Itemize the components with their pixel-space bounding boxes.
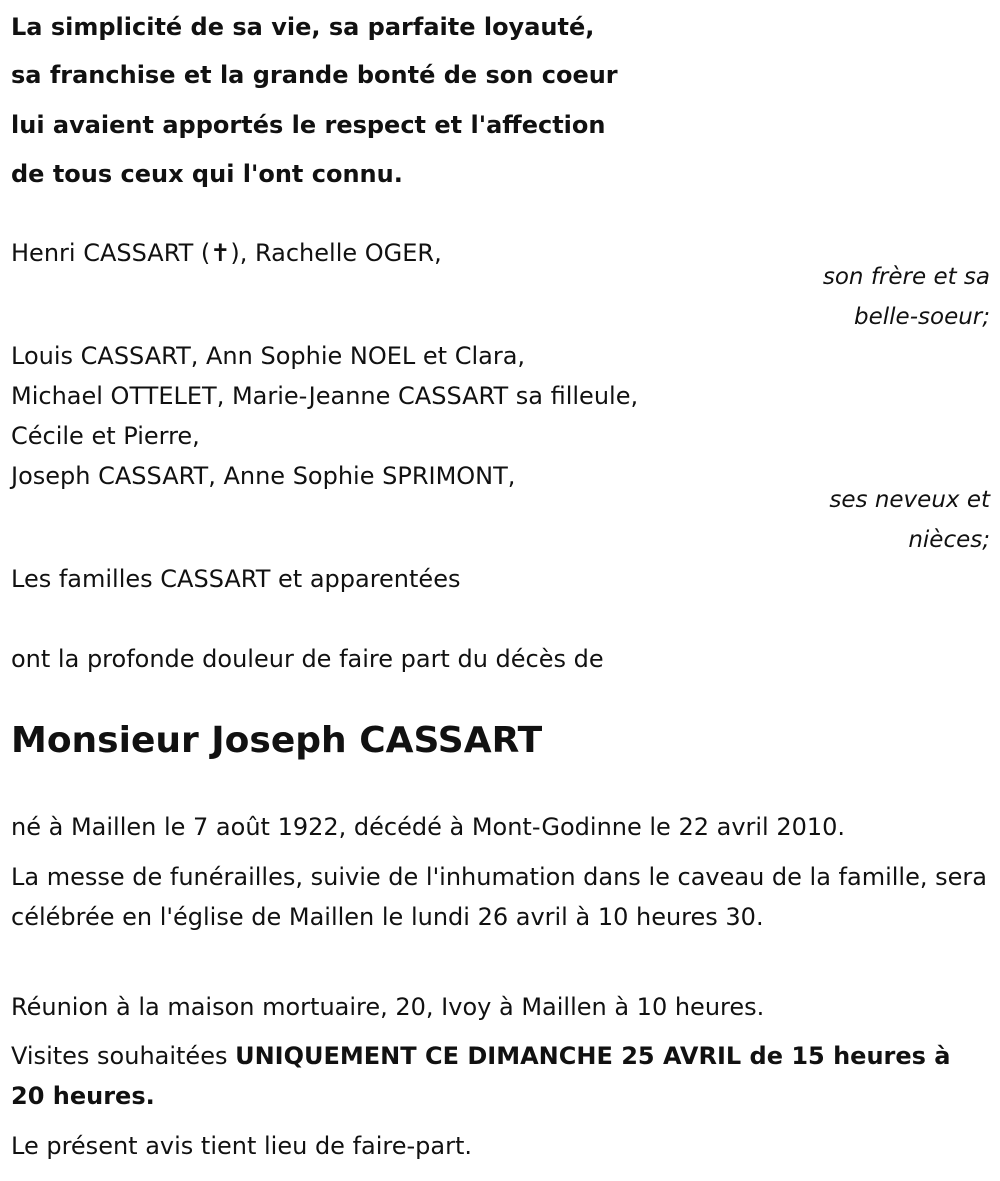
nephews-line-3: Cécile et Pierre, — [11, 422, 200, 450]
deceased-name: Monsieur Joseph CASSART — [11, 720, 543, 761]
epitaph-line-3: lui avaient apportés le respect et l'affection — [11, 111, 606, 139]
nephews-relation-line-2: nièces; — [908, 527, 990, 553]
families-line: Les familles CASSART et apparentées — [11, 565, 461, 593]
birth-death-info: né à Maillen le 7 août 1922, décédé à Mont-Godinne le 22 avril 2010. — [11, 813, 846, 841]
epitaph-line-4: de tous ceux qui l'ont connu. — [11, 160, 403, 188]
announcement: ont la profonde douleur de faire part du décès de — [11, 645, 604, 673]
nephews-line-2: Michael OTTELET, Marie-Jeanne CASSART sa filleule, — [11, 382, 639, 410]
brother-relation-line-2: belle-soeur; — [854, 304, 990, 330]
nephews-relation-line-1: ses neveux et — [829, 487, 990, 513]
family-brother-line: Henri CASSART (✝), Rachelle OGER, — [11, 239, 442, 267]
notice-text: Le présent avis tient lieu de faire-part. — [11, 1132, 473, 1160]
epitaph-line-1: La simplicité de sa vie, sa parfaite loyauté, — [11, 13, 595, 41]
visits-info — [11, 1036, 991, 1116]
nephews-line-4: Joseph CASSART, Anne Sophie SPRIMONT, — [11, 462, 516, 490]
visits-prefix: Visites souhaitées — [11, 1042, 236, 1070]
nephews-line-1: Louis CASSART, Ann Sophie NOEL et Clara, — [11, 342, 526, 370]
brother-relation-line-1: son frère et sa — [822, 264, 990, 290]
epitaph-line-2: sa franchise et la grande bonté de son coeur — [11, 61, 618, 89]
meeting-info: Réunion à la maison mortuaire, 20, Ivoy à Maillen à 10 heures. — [11, 993, 765, 1021]
visits-schedule: UNIQUEMENT CE DIMANCHE 25 AVRIL de 15 heures à 20 heures. — [11, 1042, 951, 1110]
funeral-info: La messe de funérailles, suivie de l'inhumation dans le caveau de la famille, sera célébrée en l'église de Maillen le lundi 26 avril à 10 heures 30. — [11, 863, 987, 931]
